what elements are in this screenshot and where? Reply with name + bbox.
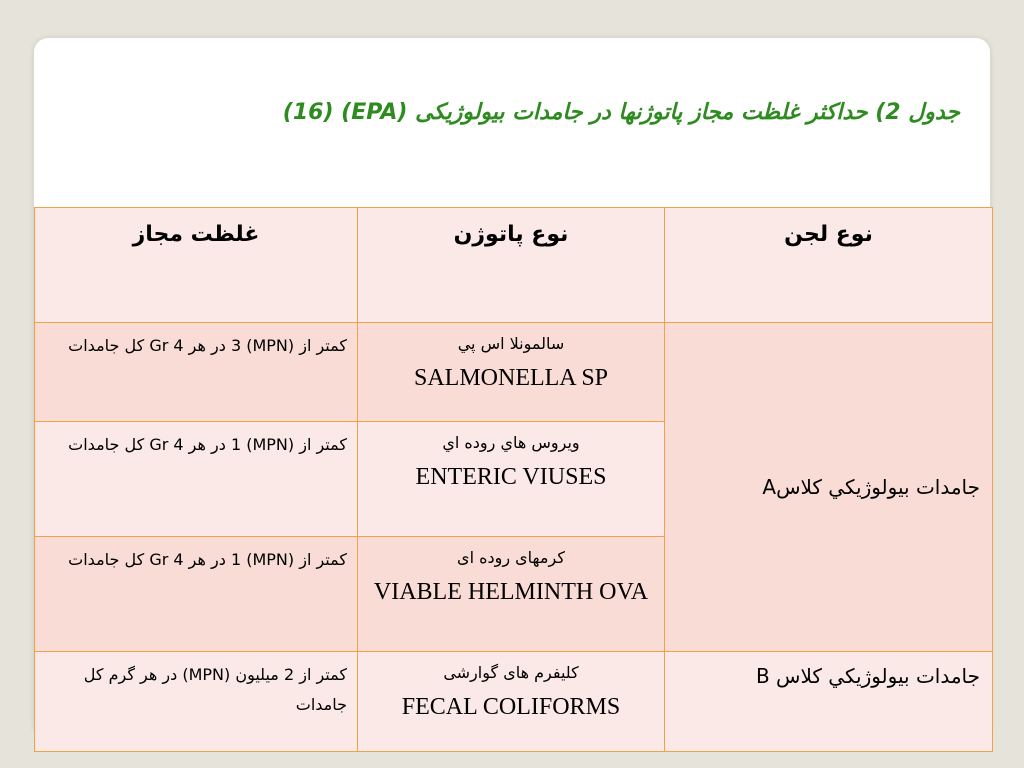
- pathogen-name-fa: کرمهای روده ای: [457, 548, 565, 567]
- pathogen-name-en: ENTERIC VIUSES: [415, 464, 607, 490]
- header-sludge-type: نوع لجن: [665, 208, 993, 323]
- pathogen-name-fa: ويروس هاي روده اي: [442, 433, 580, 452]
- pathogen-limits-table: [34, 207, 993, 752]
- table-row: [35, 652, 993, 752]
- pathogen-name-en: FECAL COLIFORMS: [401, 694, 621, 720]
- pathogen-name-en: SALMONELLA SP: [413, 365, 609, 391]
- pathogen-name-fa: سالمونلا اس پي: [457, 334, 565, 353]
- sludge-class-a-cell: جامدات بیولوژيکي کلاسA: [665, 323, 993, 652]
- pathogen-name-fa: کليفرم های گوارشی: [443, 663, 579, 682]
- header-max-concentration: غلظت مجاز: [35, 208, 358, 323]
- table-title: جدول 2) حداکثر غلظت مجاز پاتوژنها در جامدات بیولوژیکی (EPA) (16): [282, 100, 960, 125]
- limit-cell: کمتر از (MPN) 3 در هر Gr 4 کل جامدات: [35, 323, 358, 422]
- table-row: [35, 323, 993, 422]
- pathogen-cell: [358, 537, 665, 652]
- pathogen-cell: [358, 652, 665, 752]
- pathogen-cell: [358, 422, 665, 537]
- limit-cell: کمتر از 2 ميليون (MPN) در هر گرم کل جامدات: [35, 652, 358, 752]
- table-header-row: [35, 208, 993, 323]
- limit-cell: کمتر از (MPN) 1 در هر Gr 4 کل جامدات: [35, 422, 358, 537]
- pathogen-name-en: VIABLE HELMINTH OVA: [373, 579, 649, 605]
- limit-cell: کمتر از (MPN) 1 در هر Gr 4 کل جامدات: [35, 537, 358, 652]
- sludge-class-b-cell: جامدات بيولوژيکي کلاس B: [665, 652, 993, 752]
- pathogen-cell: [358, 323, 665, 422]
- header-pathogen-type: نوع پاتوژن: [358, 208, 665, 323]
